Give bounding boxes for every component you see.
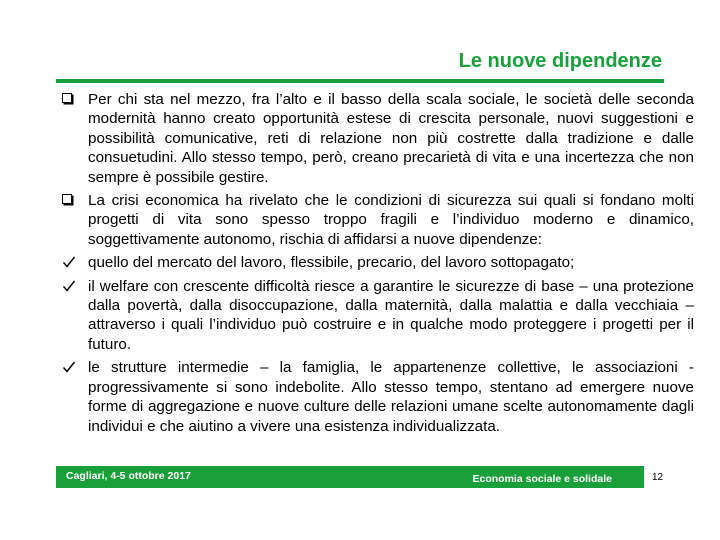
bullet-text: le strutture intermedie – la famiglia, le appartenenze collettive, le associazioni - progressivamente si sono indebolite. Allo stesso tempo, stentano ad emergere nuove forme di aggregazione e nuove culture delle relazioni umane scelte autonomamente dagli individui e che aiutino a vivere una esistenza individualizzata. (88, 359, 694, 435)
bullet-item (58, 191, 694, 249)
bullet-list (58, 90, 694, 440)
bullet-item (58, 90, 694, 187)
bullet-text: La crisi economica ha rivelato che le condizioni di sicurezza sui quali si fondano molti progetti di vita sono spesso troppo fragili e l’individuo moderno e dinamico, soggettivamente autonomo, rischia di affidarsi a nuove dipendenze: (88, 192, 694, 248)
footer-bar (56, 466, 644, 488)
checkbox-bullet-icon (62, 93, 72, 103)
checkmark-icon (62, 255, 76, 269)
checkmark-icon (62, 360, 76, 374)
bullet-text: il welfare con crescente difficoltà riesce a garantire le sicurezze di base – una protezione dalla povertà, dalla disoccupazione, dalla maternità, dalla malattia e dalla vecchiaia – attraverso i quali l’individuo può costruire e in qualche modo proteggere i progetti per il futuro. (88, 277, 694, 353)
bullet-text: quello del mercato del lavoro, flessibile, precario, del lavoro sottopagato; (88, 254, 575, 272)
bullet-item (58, 277, 694, 355)
checkmark-icon (62, 279, 76, 293)
title-divider (56, 79, 664, 83)
page-number: 12 (652, 472, 664, 483)
bullet-text: Per chi sta nel mezzo, fra l’alto e il basso della scala sociale, le società delle seconda modernità hanno creato opportunità estese di crescita personale, nuovi suggestioni e possibilità comunicative, reti di relazione non più costrette dalla tradizione e dalle consuetudini. Allo stesso tempo, però, creano precarietà di vita e una incertezza che non sempre è possibile gestire. (88, 91, 694, 186)
checkbox-bullet-icon (62, 194, 72, 204)
bullet-item (58, 253, 694, 272)
slide-title: Le nuove dipendenze (458, 50, 662, 72)
bullet-item (58, 358, 694, 436)
footer-event-title: Economia sociale e solidale (472, 473, 612, 485)
footer-location-date: Cagliari, 4-5 ottobre 2017 (66, 470, 191, 482)
